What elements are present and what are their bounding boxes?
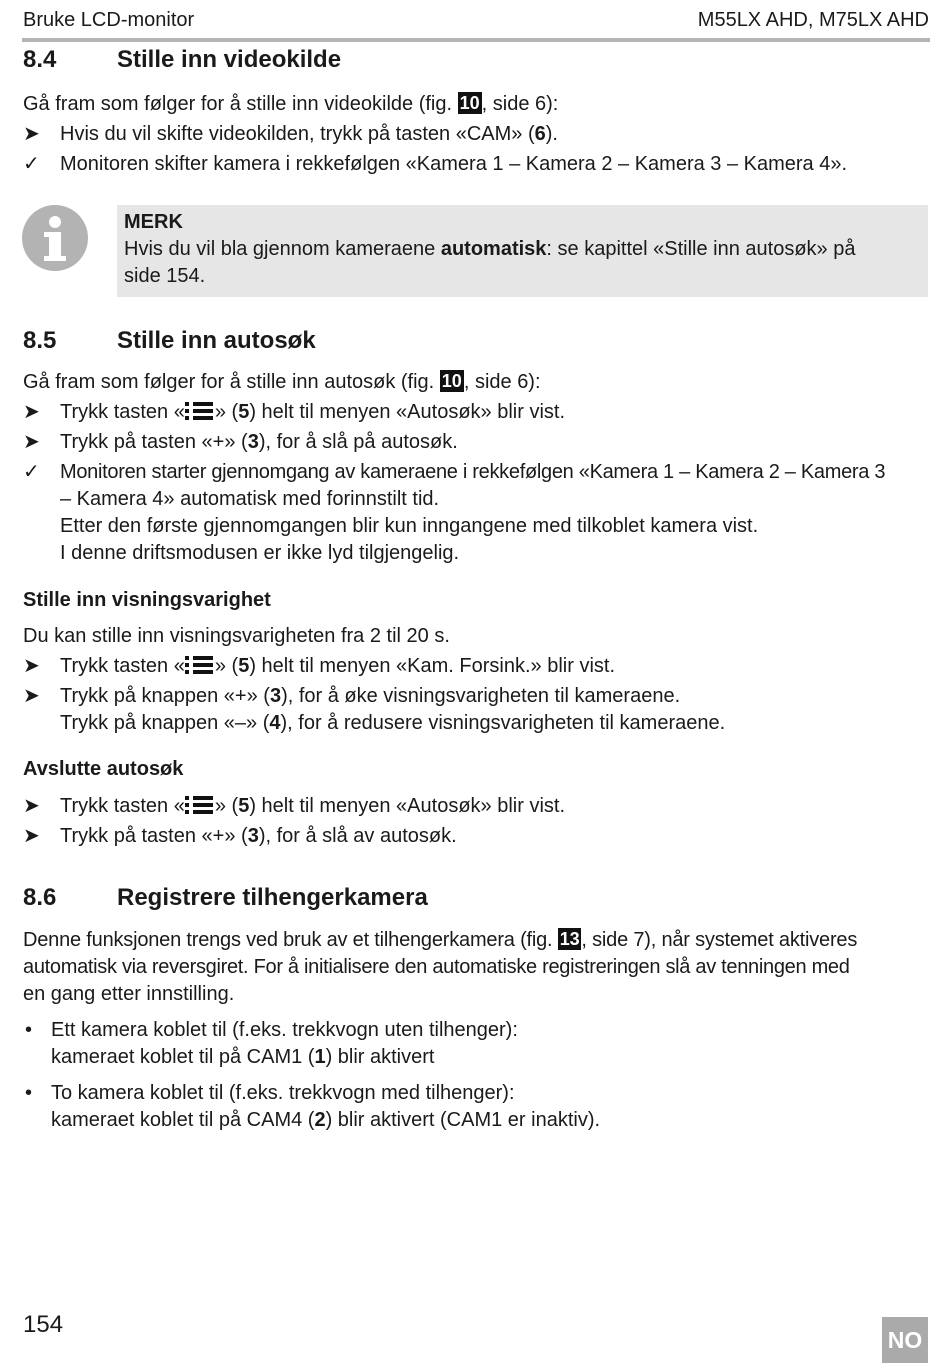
section-title: Registrere tilhengerkamera bbox=[117, 884, 428, 911]
arrow-icon: ➤ bbox=[23, 123, 40, 145]
arrow-icon: ➤ bbox=[23, 795, 40, 817]
subheading-exit: Avslutte autosøk bbox=[23, 758, 184, 780]
step-item bbox=[23, 399, 923, 426]
header-left-title: Bruke LCD-monitor bbox=[23, 9, 195, 31]
bullet-icon: • bbox=[25, 1019, 33, 1041]
section-number: 8.5 bbox=[23, 327, 57, 354]
language-badge: NO bbox=[882, 1317, 928, 1363]
step-item bbox=[23, 429, 923, 456]
result-text-cont: – Kamera 4» automatisk med forinnstilt tid. bbox=[60, 488, 440, 510]
arrow-icon: ➤ bbox=[23, 401, 40, 423]
step-text: Trykk tasten « » (5) helt til menyen «Kam. Forsink.» blir vist. bbox=[60, 655, 616, 677]
menu-list-icon bbox=[185, 401, 215, 421]
step-text: Hvis du vil skifte videokilden, trykk på tasten «CAM» (6). bbox=[60, 123, 558, 145]
figure-ref-badge: 13 bbox=[559, 929, 580, 949]
figure-ref-badge: 10 bbox=[459, 93, 480, 113]
arrow-icon: ➤ bbox=[23, 655, 40, 677]
result-text-cont: Etter den første gjennomgangen blir kun inngangene med tilkoblet kamera vist. bbox=[60, 515, 759, 537]
menu-list-icon bbox=[185, 655, 215, 675]
step-text: Trykk på tasten «+» (3), for å slå på autosøk. bbox=[60, 431, 458, 453]
step-item bbox=[23, 793, 923, 820]
intro-text: Gå fram som følger for å stille inn videokilde (fig. bbox=[23, 93, 458, 115]
result-item bbox=[23, 151, 923, 178]
menu-list-icon bbox=[185, 795, 215, 815]
section-title: Stille inn autosøk bbox=[117, 327, 316, 354]
section-8-5-heading bbox=[23, 326, 316, 356]
section-8-4-intro bbox=[23, 91, 558, 118]
step-text: Trykk på knappen «+» (3), for å øke visningsvarigheten til kameraene. bbox=[60, 685, 681, 707]
arrow-icon: ➤ bbox=[23, 685, 40, 707]
section-number: 8.6 bbox=[23, 884, 57, 911]
arrow-icon: ➤ bbox=[23, 825, 40, 847]
subheading-duration: Stille inn visningsvarighet bbox=[23, 589, 271, 611]
list-item-text: To kamera koblet til (f.eks. trekkvogn med tilhenger): bbox=[51, 1082, 515, 1104]
list-item bbox=[23, 1017, 923, 1044]
section-8-6-para-cont: en gang etter innstilling. bbox=[23, 983, 235, 1005]
note-text-cont: side 154. bbox=[124, 265, 206, 287]
list-item-text-cont: kameraet koblet til på CAM1 (1) blir aktivert bbox=[51, 1046, 435, 1068]
section-8-6-heading bbox=[23, 883, 428, 913]
section-8-6-para-cont: automatisk via reversgiret. For å initialisere den automatiske registreringen slå av tenningen med bbox=[23, 956, 850, 978]
step-item bbox=[23, 823, 923, 850]
step-text-cont: Trykk på knappen «–» (4), for å redusere visningsvarigheten til kameraene. bbox=[60, 712, 726, 734]
result-item bbox=[23, 459, 928, 486]
header-divider bbox=[22, 38, 930, 42]
result-text: Monitoren starter gjennomgang av kameraene i rekkefølgen «Kamera 1 – Kamera 2 – Kamera 3 bbox=[60, 461, 886, 483]
check-icon: ✓ bbox=[23, 461, 40, 483]
note-title: MERK bbox=[124, 211, 183, 233]
bullet-icon: • bbox=[25, 1082, 33, 1104]
info-icon bbox=[22, 205, 88, 271]
list-item-text-cont: kameraet koblet til på CAM4 (2) blir aktivert (CAM1 er inaktiv). bbox=[51, 1109, 601, 1131]
note-text: Hvis du vil bla gjennom kameraene automatisk: se kapittel «Stille inn autosøk» på bbox=[124, 238, 856, 260]
list-item-text: Ett kamera koblet til (f.eks. trekkvogn uten tilhenger): bbox=[51, 1019, 518, 1041]
section-title: Stille inn videokilde bbox=[117, 46, 342, 73]
step-item bbox=[23, 121, 923, 148]
arrow-icon: ➤ bbox=[23, 431, 40, 453]
header-right-model: M55LX AHD, M75LX AHD bbox=[697, 9, 929, 31]
intro-text-end: , side 6): bbox=[481, 93, 559, 115]
result-text-cont: I denne driftsmodusen er ikke lyd tilgjengelig. bbox=[60, 542, 460, 564]
list-item bbox=[23, 1080, 923, 1107]
page-number: 154 bbox=[23, 1311, 64, 1338]
step-item bbox=[23, 653, 923, 680]
section-8-5-intro: Gå fram som følger for å stille inn autosøk (fig. 10 , side 6): bbox=[23, 371, 541, 393]
step-item bbox=[23, 683, 923, 710]
section-8-4-heading bbox=[23, 45, 341, 75]
duration-intro: Du kan stille inn visningsvarigheten fra 2 til 20 s. bbox=[23, 625, 450, 647]
step-text: Trykk på tasten «+» (3), for å slå av autosøk. bbox=[60, 825, 457, 847]
figure-ref-badge: 10 bbox=[441, 371, 462, 391]
check-icon: ✓ bbox=[23, 153, 40, 175]
section-number: 8.4 bbox=[23, 46, 57, 73]
step-text: Trykk tasten « » (5) helt til menyen «Autosøk» blir vist. bbox=[60, 795, 566, 817]
result-text: Monitoren skifter kamera i rekkefølgen «Kamera 1 – Kamera 2 – Kamera 3 – Kamera 4». bbox=[60, 153, 848, 175]
section-8-6-para: Denne funksjonen trengs ved bruk av et tilhengerkamera (fig. 13 , side 7), når systemet aktiveres bbox=[23, 929, 858, 951]
step-text: Trykk tasten « » (5) helt til menyen «Autosøk» blir vist. bbox=[60, 401, 566, 423]
